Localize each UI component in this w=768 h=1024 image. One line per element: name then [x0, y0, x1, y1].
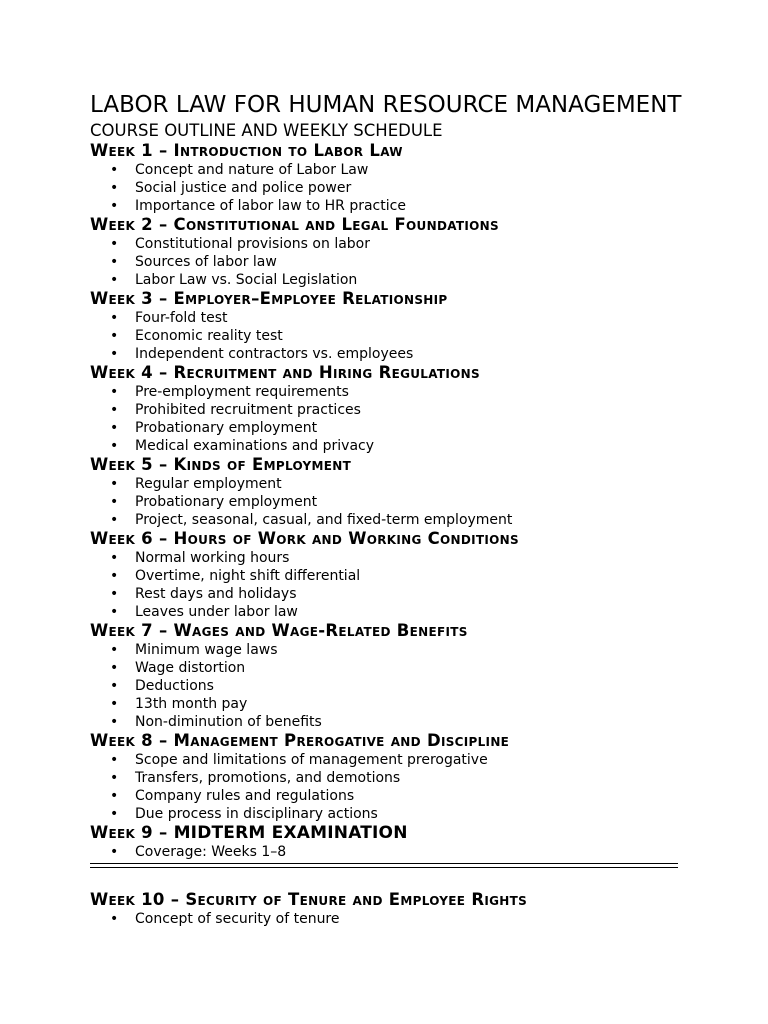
weekly-schedule — [90, 141, 678, 928]
topic-item — [90, 769, 678, 787]
week-section — [90, 731, 678, 823]
topic-item — [90, 585, 678, 603]
topic-text: 13th month pay — [135, 696, 248, 712]
week-heading: Week 8 – Management Prerogative and Discipline — [90, 731, 510, 750]
bullet-icon: • — [110, 328, 119, 344]
week-section — [90, 529, 678, 621]
bullet-icon: • — [110, 752, 119, 768]
topic-list — [90, 910, 678, 928]
topic-item — [90, 475, 678, 493]
topic-list — [90, 843, 678, 861]
topic-item — [90, 253, 678, 271]
bullet-icon: • — [110, 384, 119, 400]
document-subtitle: COURSE OUTLINE AND WEEKLY SCHEDULE — [90, 121, 443, 140]
topic-item — [90, 511, 678, 529]
topic-item — [90, 713, 678, 731]
topic-list — [90, 549, 678, 621]
week-section — [90, 823, 678, 861]
topic-item — [90, 659, 678, 677]
bullet-icon: • — [110, 198, 119, 214]
topic-text: Leaves under labor law — [135, 604, 298, 620]
week-heading: Week 2 – Constitutional and Legal Foundations — [90, 215, 499, 234]
bullet-icon: • — [110, 678, 119, 694]
bullet-icon: • — [110, 476, 119, 492]
topic-text: Regular employment — [135, 476, 282, 492]
bullet-icon: • — [110, 586, 119, 602]
topic-text: Normal working hours — [135, 550, 290, 566]
topic-text: Social justice and police power — [135, 180, 352, 196]
topic-item — [90, 805, 678, 823]
week-heading: Week 1 – Introduction to Labor Law — [90, 141, 403, 160]
bullet-icon: • — [110, 236, 119, 252]
topic-item — [90, 549, 678, 567]
topic-item — [90, 327, 678, 345]
topic-item — [90, 345, 678, 363]
week-heading: Week 6 – Hours of Work and Working Conditions — [90, 529, 519, 548]
topic-list — [90, 383, 678, 455]
bullet-icon: • — [110, 162, 119, 178]
topic-text: Wage distortion — [135, 660, 246, 676]
topic-text: Probationary employment — [135, 420, 318, 436]
bullet-icon: • — [110, 568, 119, 584]
topic-item — [90, 787, 678, 805]
week-heading: Week 4 – Recruitment and Hiring Regulations — [90, 363, 480, 382]
topic-item — [90, 677, 678, 695]
bullet-icon: • — [110, 420, 119, 436]
topic-item — [90, 419, 678, 437]
week-section — [90, 141, 678, 215]
bullet-icon: • — [110, 604, 119, 620]
topic-list — [90, 161, 678, 215]
topic-text: Four-fold test — [135, 310, 228, 326]
document-title: LABOR LAW FOR HUMAN RESOURCE MANAGEMENT — [90, 92, 682, 118]
week-section — [90, 215, 678, 289]
topic-text: Medical examinations and privacy — [135, 438, 375, 454]
week-section — [90, 621, 678, 731]
topic-text: Minimum wage laws — [135, 642, 278, 658]
topic-item — [90, 161, 678, 179]
topic-item — [90, 383, 678, 401]
topic-text: Project, seasonal, casual, and fixed-term employment — [135, 512, 513, 528]
bullet-icon: • — [110, 494, 119, 510]
bullet-icon: • — [110, 272, 119, 288]
week-heading — [90, 823, 678, 843]
topic-item — [90, 437, 678, 455]
topic-item — [90, 401, 678, 419]
topic-item — [90, 197, 678, 215]
week-section — [90, 455, 678, 529]
bullet-icon: • — [110, 254, 119, 270]
bullet-icon: • — [110, 402, 119, 418]
topic-text: Transfers, promotions, and demotions — [135, 770, 401, 786]
week-section — [90, 289, 678, 363]
bullet-icon: • — [110, 550, 119, 566]
week-heading: Week 5 – Kinds of Employment — [90, 455, 352, 474]
week-heading: Week 3 – Employer–Employee Relationship — [90, 289, 448, 308]
topic-item — [90, 567, 678, 585]
topic-list — [90, 751, 678, 823]
bullet-icon: • — [110, 911, 119, 927]
topic-text: Concept and nature of Labor Law — [135, 162, 369, 178]
bullet-icon: • — [110, 438, 119, 454]
topic-text: Prohibited recruitment practices — [135, 402, 361, 418]
bullet-icon: • — [110, 714, 119, 730]
topic-text: Coverage: Weeks 1–8 — [135, 844, 287, 860]
topic-text: Pre-employment requirements — [135, 384, 349, 400]
bullet-icon: • — [110, 512, 119, 528]
topic-list — [90, 235, 678, 289]
topic-item — [90, 910, 678, 928]
topic-text: Probationary employment — [135, 494, 318, 510]
topic-text: Due process in disciplinary actions — [135, 806, 378, 822]
topic-item — [90, 235, 678, 253]
topic-item — [90, 309, 678, 327]
topic-text: Non-diminution of benefits — [135, 714, 322, 730]
topic-text: Importance of labor law to HR practice — [135, 198, 406, 214]
bullet-icon: • — [110, 696, 119, 712]
bullet-icon: • — [110, 770, 119, 786]
topic-item — [90, 603, 678, 621]
topic-item — [90, 641, 678, 659]
bullet-icon: • — [110, 180, 119, 196]
bullet-icon: • — [110, 346, 119, 362]
topic-text: Independent contractors vs. employees — [135, 346, 414, 362]
topic-list — [90, 641, 678, 731]
topic-text: Sources of labor law — [135, 254, 277, 270]
week-heading-prefix: Week 9 – — [90, 823, 174, 842]
exam-label: MIDTERM EXAMINATION — [173, 823, 408, 843]
topic-text: Labor Law vs. Social Legislation — [135, 272, 358, 288]
topic-item — [90, 493, 678, 511]
topic-item — [90, 271, 678, 289]
week-section — [90, 890, 678, 928]
bullet-icon: • — [110, 806, 119, 822]
bullet-icon: • — [110, 660, 119, 676]
topic-text: Overtime, night shift differential — [135, 568, 361, 584]
bullet-icon: • — [110, 844, 119, 860]
week-section — [90, 363, 678, 455]
topic-item — [90, 751, 678, 769]
topic-text: Company rules and regulations — [135, 788, 355, 804]
week-heading: Week 10 – Security of Tenure and Employee Rights — [90, 890, 528, 909]
divider-spacing — [90, 868, 678, 890]
topic-text: Constitutional provisions on labor — [135, 236, 370, 252]
topic-list — [90, 475, 678, 529]
topic-text: Deductions — [135, 678, 214, 694]
week-heading: Week 7 – Wages and Wage-Related Benefits — [90, 621, 468, 640]
topic-item — [90, 695, 678, 713]
bullet-icon: • — [110, 788, 119, 804]
topic-text: Concept of security of tenure — [135, 911, 340, 927]
topic-item — [90, 179, 678, 197]
bullet-icon: • — [110, 310, 119, 326]
topic-text: Scope and limitations of management prerogative — [135, 752, 488, 768]
topic-text: Economic reality test — [135, 328, 283, 344]
bullet-icon: • — [110, 642, 119, 658]
topic-item — [90, 843, 678, 861]
topic-text: Rest days and holidays — [135, 586, 297, 602]
topic-list — [90, 309, 678, 363]
